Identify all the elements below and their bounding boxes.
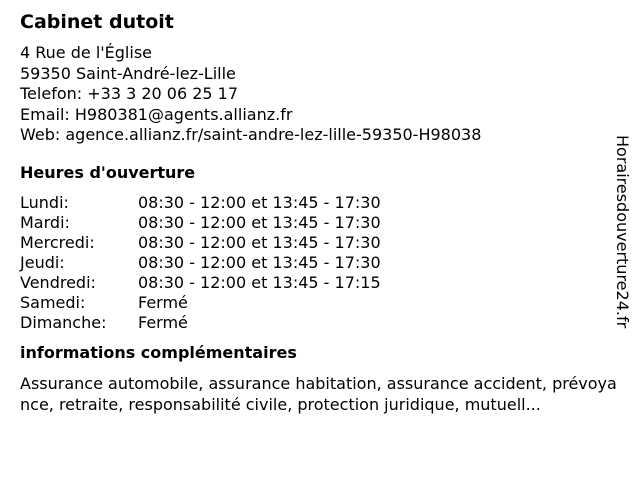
website-url: Web: agence.allianz.fr/saint-andre-lez-lille-59350-H98038 bbox=[20, 125, 482, 144]
hours-time: Fermé bbox=[138, 312, 188, 332]
hours-time: 08:30 - 12:00 et 13:45 - 17:30 bbox=[138, 192, 381, 212]
hours-time: 08:30 - 12:00 et 13:45 - 17:15 bbox=[138, 272, 381, 292]
business-name: Cabinet dutoit bbox=[20, 11, 174, 33]
hours-time: 08:30 - 12:00 et 13:45 - 17:30 bbox=[138, 232, 381, 252]
hours-row-wednesday bbox=[20, 233, 620, 253]
hours-time: 08:30 - 12:00 et 13:45 - 17:30 bbox=[138, 252, 381, 272]
hours-day: Jeudi: bbox=[20, 252, 65, 272]
hours-day: Vendredi: bbox=[20, 272, 96, 292]
opening-hours-heading: Heures d'ouverture bbox=[20, 162, 196, 182]
hours-day: Lundi: bbox=[20, 192, 69, 212]
email-address: Email: H980381@agents.allianz.fr bbox=[20, 104, 293, 124]
hours-row-tuesday bbox=[20, 213, 620, 233]
hours-row-friday bbox=[20, 273, 620, 293]
hours-day: Mardi: bbox=[20, 212, 70, 232]
opening-hours-table bbox=[20, 193, 620, 333]
additional-info-text: Assurance automobile, assurance habitation, assurance accident, prévoyance, retraite, responsabilité civile, protection juridique, mutuell... bbox=[20, 373, 617, 414]
hours-row-monday bbox=[20, 193, 620, 213]
address-block bbox=[20, 43, 620, 146]
hours-time: 08:30 - 12:00 et 13:45 - 17:30 bbox=[138, 212, 381, 232]
hours-day: Mercredi: bbox=[20, 232, 95, 252]
hours-day: Samedi: bbox=[20, 292, 86, 312]
street-address: 4 Rue de l'Église bbox=[20, 43, 152, 62]
site-watermark: Horairesdouverture24.fr bbox=[613, 135, 632, 329]
phone-number: Telefon: +33 3 20 06 25 17 bbox=[20, 84, 239, 103]
additional-info-heading: informations complémentaires bbox=[20, 342, 297, 362]
hours-row-thursday bbox=[20, 253, 620, 273]
postal-city: 59350 Saint-André-lez-Lille bbox=[20, 63, 236, 83]
hours-time: Fermé bbox=[138, 292, 188, 312]
hours-row-sunday bbox=[20, 313, 620, 333]
hours-day: Dimanche: bbox=[20, 312, 107, 332]
hours-row-saturday bbox=[20, 293, 620, 313]
business-card bbox=[20, 10, 620, 415]
